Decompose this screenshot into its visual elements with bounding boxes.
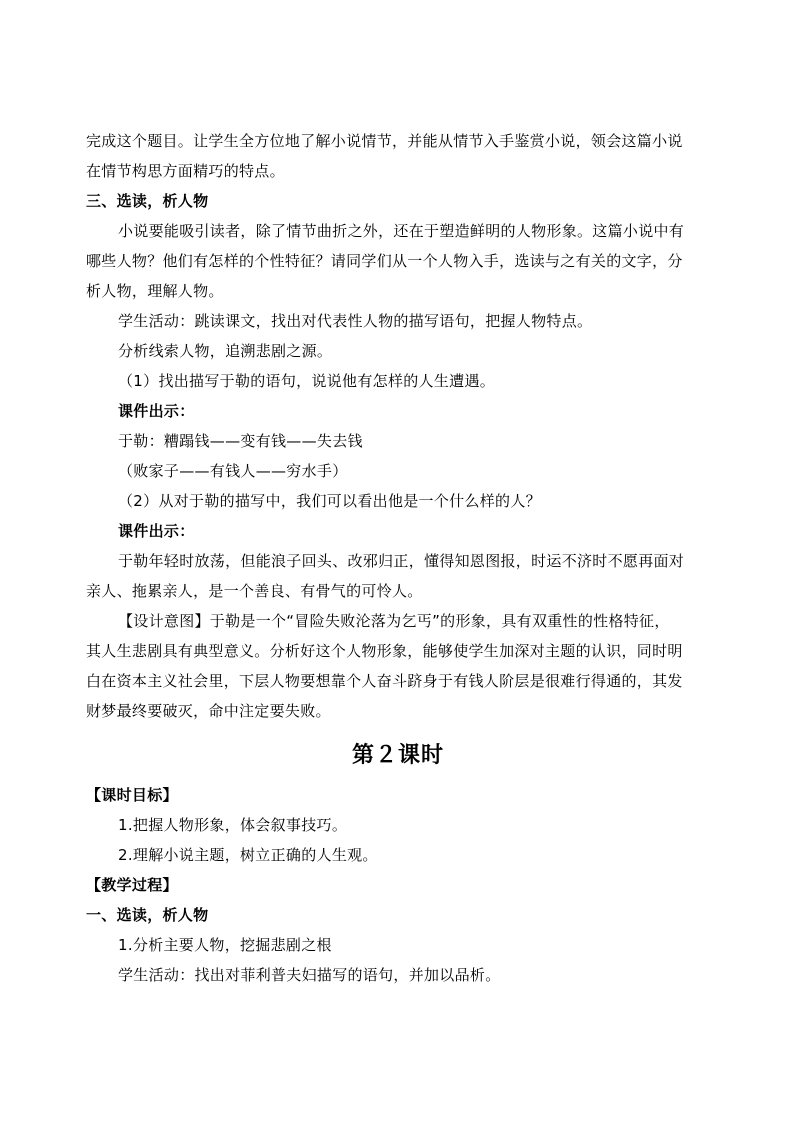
paragraph-line: 哪些人物？他们有怎样的个性特征？请同学们从一个人物入手，选读与之有关的文字，分	[86, 252, 683, 270]
document-body	[86, 126, 710, 990]
paragraph-line: 完成这个题目。让学生全方位地了解小说情节，并能从情节入手鉴赏小说，领会这篇小说	[86, 132, 683, 150]
paragraph-line: 学生活动：找出对菲利普夫妇描写的语句，并加以品析。	[118, 966, 501, 984]
design-intent-line: 【设计意图】于勒是一个“冒险失败沦落为乞丐”的形象，具有双重性的性格特征，	[118, 612, 670, 630]
list-item: 1.把握人物形象，体会叙事技巧。	[118, 816, 348, 834]
paragraph-line: 财梦最终要破灭，命中注定要失败。	[86, 702, 331, 720]
paragraph-line: 在情节构思方面精巧的特点。	[86, 162, 285, 180]
list-item: 2.理解小说主题，树立正确的人生观。	[118, 846, 378, 864]
paragraph-line: 白在资本主义社会里，下层人物要想靠个人奋斗跻身于有钱人阶层是很难行得通的，其发	[86, 672, 683, 690]
section-label: 【课时目标】	[86, 786, 178, 804]
paragraph-line: 学生活动：跳读课文，找出对代表性人物的描写语句，把握人物特点。	[118, 312, 593, 330]
paragraph-line: 其人生悲剧具有典型意义。分析好这个人物形象，能够使学生加深对主题的认识，同时明	[86, 642, 683, 660]
paragraph-line: 析人物，理解人物。	[86, 282, 224, 300]
paragraph-line: 于勒年轻时放荡，但能浪子回头、改邪归正，懂得知恩图报，时运不济时不愿再面对	[118, 552, 685, 570]
slide-label: 课件出示：	[118, 402, 195, 420]
slide-label: 课件出示：	[118, 522, 195, 540]
lesson-title: 第２课时	[351, 742, 444, 768]
paragraph-line: （败家子——有钱人——穷水手）	[118, 462, 348, 480]
question-line: （2）从对于勒的描写中，我们可以看出他是一个什么样的人？	[118, 492, 541, 510]
paragraph-line: 亲人、拖累亲人，是一个善良、有骨气的可怜人。	[86, 582, 423, 600]
question-line: （1）找出描写于勒的语句，说说他有怎样的人生遭遇。	[118, 372, 496, 390]
paragraph-line: 分析线索人物，追溯悲剧之源。	[118, 342, 333, 360]
paragraph-line: 于勒：糟蹋钱——变有钱——失去钱	[118, 432, 363, 450]
paragraph-line: 小说要能吸引读者，除了情节曲折之外，还在于塑造鲜明的人物形象。这篇小说中有	[118, 222, 685, 240]
section-heading: 一、选读，析人物	[86, 906, 209, 924]
list-item: 1.分析主要人物，挖掘悲剧之根	[118, 936, 332, 954]
section-heading: 三、选读，析人物	[86, 192, 209, 210]
section-label: 【教学过程】	[86, 876, 178, 894]
